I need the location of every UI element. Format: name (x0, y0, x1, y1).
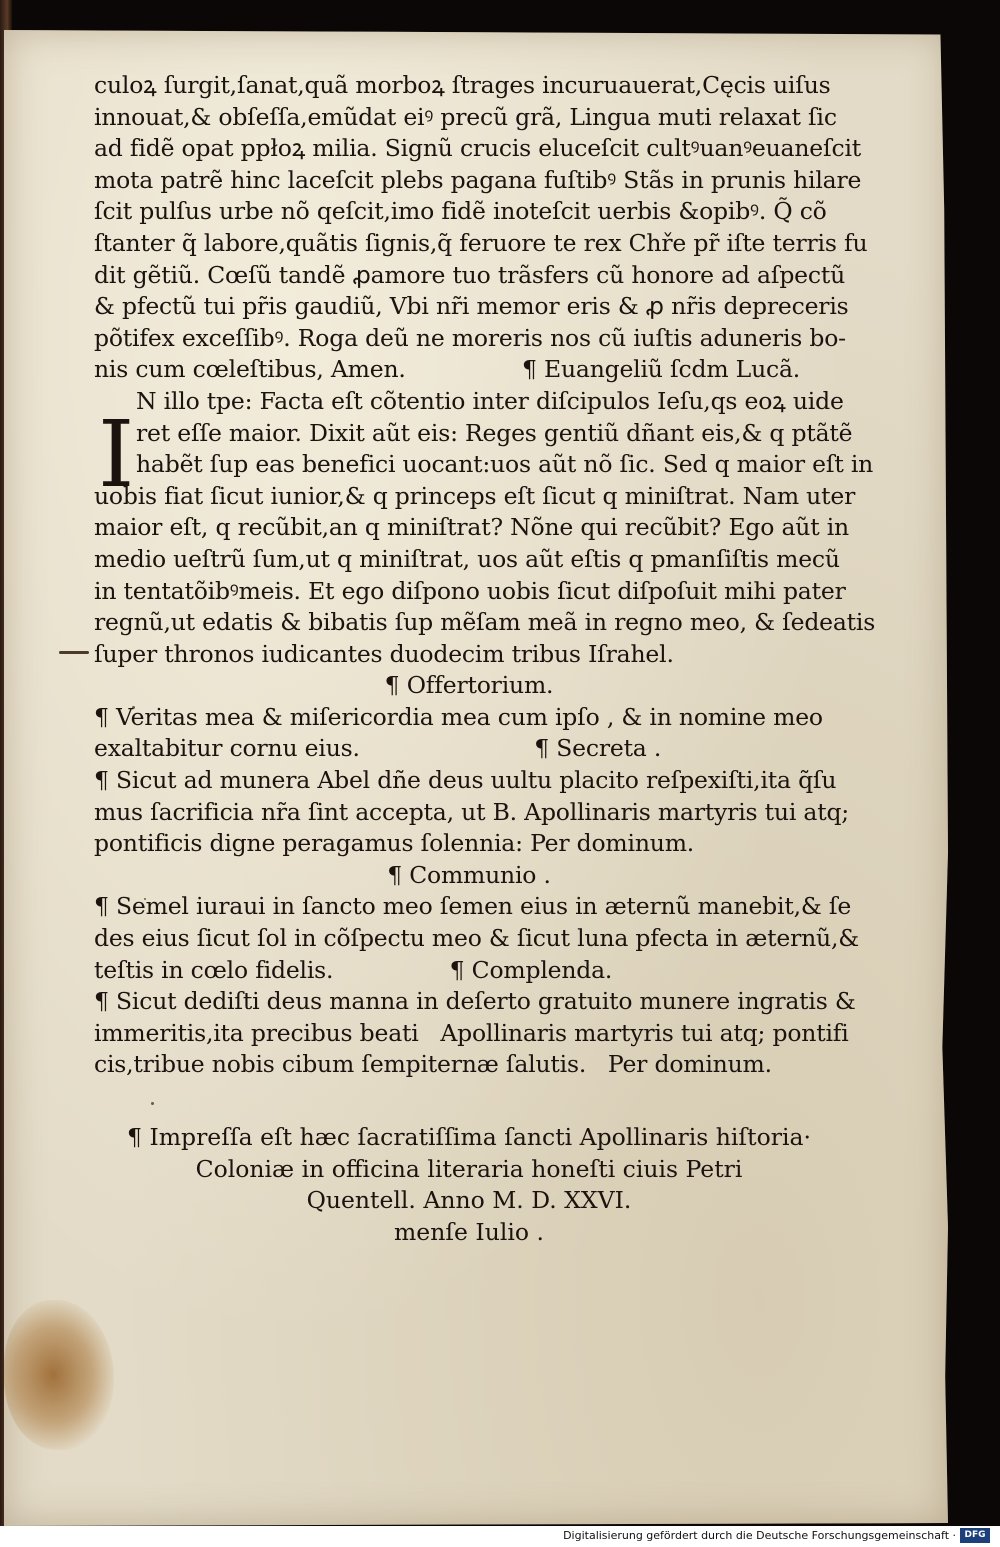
text-line: pontificis digne peragamus ſolennia: Per dominum. (94, 829, 695, 858)
colophon-line: ¶ Impreſſa eſt hæc ſacratiſſima ſancti Apollinaris hiſtoria· (127, 1123, 811, 1151)
text-line: ſtanter q̃ labore,quãtis ſignis,q̃ feruore te rex Chře pr̃ iſte terris fu (94, 228, 868, 257)
main-text-block (94, 70, 876, 1081)
text-line: regnũ,ut edatis & bibatis ſup mẽſam meã in regno meo, & ſedeatis (94, 608, 876, 637)
text-line: ¶ Sicut ad munera Abel dñe deus uultu placito reſpexiſti,ita q̃ſu (94, 766, 837, 795)
text-line: nis cum cœleſtibus, Amen. ¶ Euangeliũ ſcdm Lucã. (94, 355, 801, 384)
text-line: ret eſſe maior. Dixit aũt eis: Reges gentiũ dñant eis,& q ptãtẽ (136, 418, 853, 447)
text-line: des eius ſicut ſol in cõſpectu meo & ſicut luna pfecta in æternũ,& (94, 924, 859, 953)
text-line: medio ueſtrũ ſum,ut q miniſtrat, uos aũt eſtis q pmanſiſtis mecũ (94, 544, 840, 573)
text-line: ad fidẽ opat ppłoꝝ milia. Signũ crucis eluceſcit cultꝰuanꝰeuaneſcit (94, 134, 862, 163)
text-line: immeritis,ita precibus beati Apollinaris martyris tui atq; pontifi (94, 1018, 849, 1047)
text-line: & pfectũ tui pr̃is gaudiũ, Vbi nr̃i memor eris & ꝓ nr̃is depreceris (94, 292, 849, 321)
text-line: ſcit pulſus urbe nõ qeſcit,imo fidẽ inoteſcit uerbis &opibꝰ. Q̃ cõ (94, 197, 827, 226)
text-line: maior eſt, q recũbit,an q miniſtrat? Nõne qui recũbit? Ego aũt in (94, 513, 849, 542)
text-line: ſuper thronos iudicantes duodecim tribus Iſrahel. (94, 639, 674, 668)
ink-mark (59, 651, 89, 654)
offertorium-heading: ¶ Offertorium. (384, 671, 554, 700)
text-line: dit gẽtiũ. Cœſũ tandẽ ꝓamore tuo trãsfers cũ honore ad aſpectũ (94, 260, 846, 289)
paper-fleck (151, 1102, 154, 1105)
funding-credit: Digitalisierung gefördert durch die Deutsche Forschungsgemeinschaft · (563, 1529, 956, 1542)
text-line: culoꝝ ſurgit,ſanat,quã morboꝝ ſtrages incuruauerat,Cęcis uiſus (94, 71, 831, 99)
text-line: põtifex exceſſibꝰ. Roga deũ ne moreris nos cũ iuſtis aduneris bo- (94, 323, 846, 352)
text-line: uobis fiat ſicut iunior,& q princeps eſt ſicut q miniſtrat. Nam uter (94, 481, 856, 510)
text-line: ¶ Veritas mea & miſericordia mea cum ipſo , & in nomine meo (94, 702, 823, 731)
text-line: cis,tribue nobis cibum ſempiternæ ſalutis. Per dominum. (94, 1050, 772, 1079)
colophon-line: Coloniæ in officina literaria honeſti ciuis Petri (195, 1154, 743, 1183)
colophon-line: Quentell. Anno M. D. XXVI. (306, 1186, 632, 1215)
text-line: innouat,& obſeſſa,emũdat eiꝰ precũ grã, Lingua muti relaxat ſic (94, 102, 837, 131)
drop-capital: I (98, 401, 135, 508)
text-line: in tentatõibꝰmeis. Et ego diſpono uobis ſicut diſpoſuit mihi pater (94, 576, 846, 605)
water-stain (4, 1300, 114, 1450)
communio-heading: ¶ Communio . (387, 860, 551, 889)
text-line: N illo tpe: Facta eſt cõtentio inter diſcipulos Ieſu,qs eoꝝ uide (136, 386, 844, 415)
text-line: teſtis in cœlo fidelis. ¶ Complenda. (94, 955, 613, 984)
text-line: mus ſacrificia nr̃a ſint accepta, ut B. Apollinaris martyris tui atq; (94, 797, 850, 826)
text-line: ¶ Sicut dediſti deus manna in deſerto gratuito munere ingratis & (94, 987, 856, 1016)
text-line: mota patrẽ hinc laceſcit plebs pagana fuſtibꝰ Stãs in prunis hilare (94, 165, 862, 194)
colophon (94, 1122, 844, 1248)
text-line: exaltabitur cornu eius. ¶ Secreta . (94, 734, 662, 763)
text-line: habẽt ſup eas benefici uocant:uos aũt nõ ſic. Sed q maior eſt in (136, 450, 874, 479)
text-line: ¶ Semel iuraui in ſancto meo ſemen eius in æternũ manebit,& ſe (94, 892, 852, 921)
dfg-logo: DFG (960, 1528, 990, 1543)
colophon-line: menſe Iulio . (394, 1217, 544, 1246)
